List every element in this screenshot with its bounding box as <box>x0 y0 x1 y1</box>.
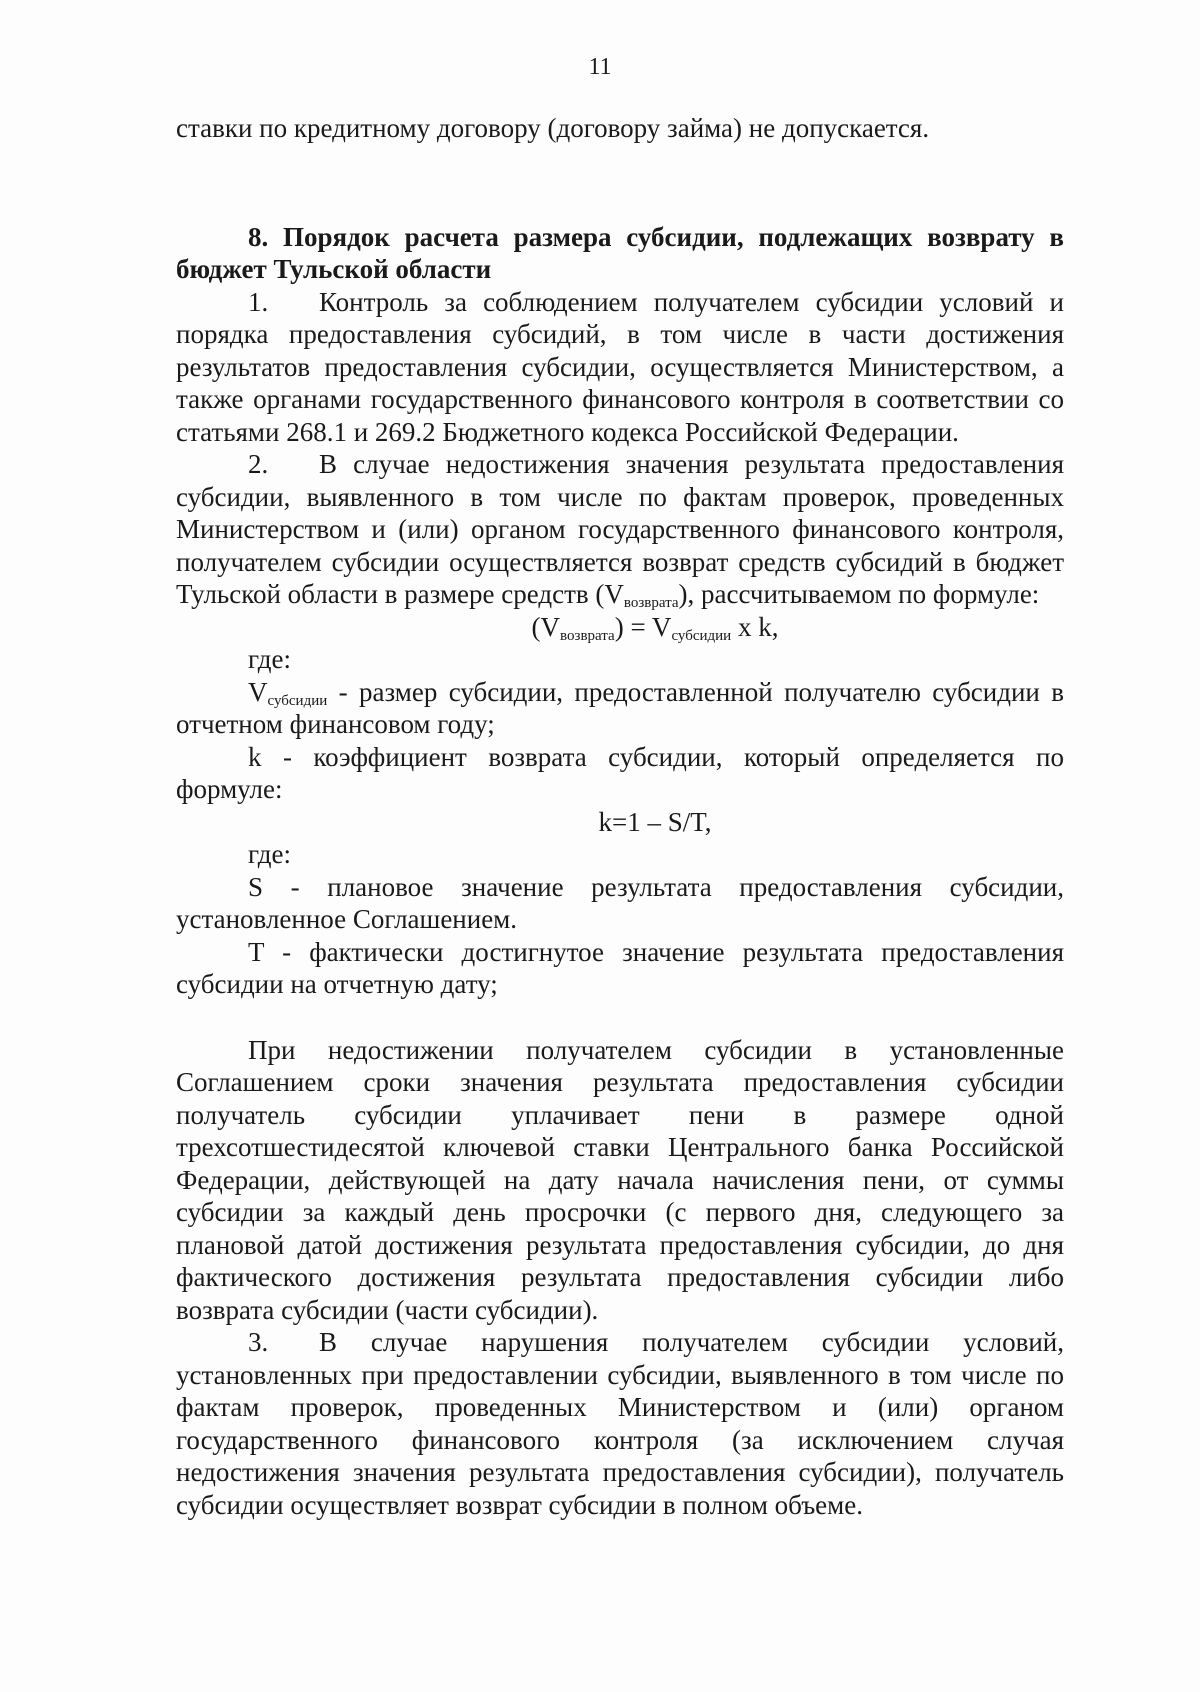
penalty-paragraph: При недостижении получателем субсидии в установленные Соглашением сроки значения результата предоставления субсидии получатель субсидии уплачивает пени в размере одной трехсотшестидесятой ключевой ставки Центрального банка Российской Федерации, действующей на дату начала начисления пени, от суммы субсидии за каждый день просрочки (с первого дня, следующего за плановой датой достижения результата предоставления субсидии, до дня фактического достижения результата предоставления субсидии либо возврата субсидии (части субсидии). <box>176 1034 1064 1325</box>
paragraph-2-number: 2. <box>248 449 269 479</box>
definition-k: k - коэффициент возврата субсидии, который определяется по формуле: <box>176 741 1064 804</box>
formula-return-open: (V <box>531 611 561 642</box>
document-body <box>176 112 1064 1521</box>
paragraph-3-number: 3. <box>248 1327 269 1357</box>
paragraph-3 <box>176 1326 1064 1521</box>
formula-k: k=1 – S/T, <box>598 806 712 837</box>
definition-s: S - плановое значение результата предоставления субсидии, установленное Соглашением. <box>176 871 1064 934</box>
section-heading: 8. Порядок расчета размера субсидии, подлежащих возврату в бюджет Тульской области <box>176 221 1064 284</box>
definition-v-subscript: субсидии <box>267 692 328 709</box>
where-label-2: где: <box>248 839 291 869</box>
definition-v-subsidy <box>176 676 1064 741</box>
definition-t: T - фактически достигнутое значение результата предоставления субсидии на отчетную дату; <box>176 936 1064 999</box>
formula-return-sub-b: субсидии <box>671 627 732 644</box>
formula-return-end: x k, <box>731 611 779 642</box>
where-label-1: где: <box>248 644 291 674</box>
formula-return <box>176 611 1064 644</box>
formula-return-sub-a: возврата <box>560 627 615 644</box>
paragraph-2-text-end: ), рассчитываемом по формуле: <box>678 579 1040 609</box>
definition-v-symbol: V <box>248 676 268 707</box>
paragraph-1-number: 1. <box>248 286 269 317</box>
paragraph-2-text: В случае недостижения значения результата предоставления субсидии, выявленного в том числе по фактам проверок, проведенных Министерством и (или) органом государственного финансового контроля, получателем субсидии осуществляется возврат средств субсидий в бюджет Тульской области в размере средств (V <box>176 449 1064 609</box>
subscript-return: возврата <box>623 595 679 611</box>
paragraph-1-text: Контроль за соблюдением получателем субсидии условий и порядка предоставления субсидий, в том числе в части достижения результатов предоставления субсидии, осуществляется Министерством, а также органами государственного финансового контроля в соответствии со статьями 268.1 и 269.2 Бюджетного кодекса Российской Федерации. <box>176 286 1064 447</box>
intro-line: ставки по кредитному договору (договору займа) не допускается. <box>176 113 930 143</box>
paragraph-1 <box>176 286 1064 449</box>
definition-v-text: - размер субсидии, предоставленной получателю субсидии в отчетном финансовом году; <box>176 676 1064 739</box>
page-number: 11 <box>588 54 612 80</box>
paragraph-3-text: В случае нарушения получателем субсидии условий, установленных при предоставлении субсидии, выявленного в том числе по фактам проверок, проведенных Министерством и (или) органом государственного финансового контроля (за исключением случая недостижения значения результата предоставления субсидии), получатель субсидии осуществляет возврат субсидии в полном объеме. <box>176 1327 1064 1520</box>
paragraph-2 <box>176 448 1064 611</box>
formula-return-mid: ) = V <box>614 611 672 642</box>
